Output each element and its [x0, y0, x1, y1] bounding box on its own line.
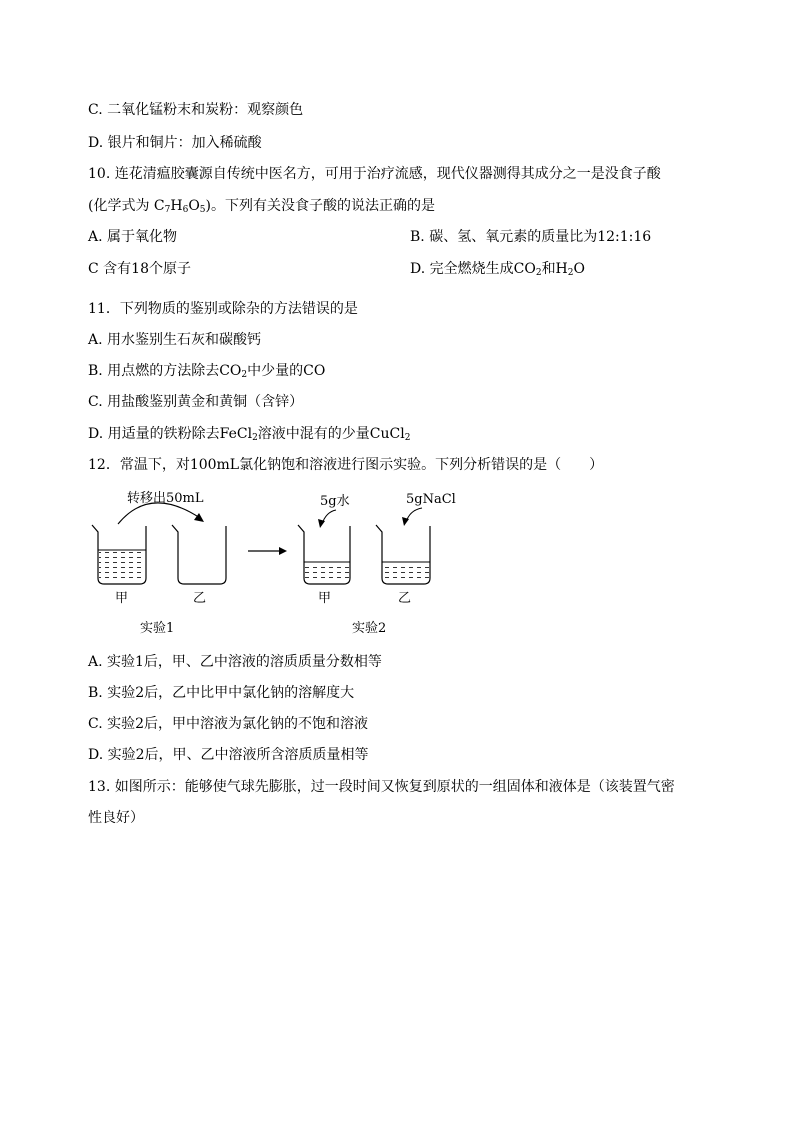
- water-label: 5g水: [320, 494, 350, 509]
- q12-option-a: A. 实验1后，甲、乙中溶液的溶质质量分数相等: [88, 654, 382, 670]
- experiment-1-label: 实验1: [140, 621, 175, 636]
- experiment-2-label: 实验2: [352, 621, 387, 636]
- beaker-jia-exp2: [298, 510, 350, 584]
- beaker-jia-exp1: [92, 525, 146, 584]
- q9-option-c: C. 二氧化锰粉末和炭粉：观察颜色: [88, 102, 304, 118]
- q13-stem-line1: 13. 如图所示：能够使气球先膨胀，过一段时间又恢复到原状的一组固体和液体是（该装置气密: [88, 779, 675, 795]
- beaker-yi-exp1: [172, 525, 226, 584]
- transfer-arrow: [118, 503, 204, 524]
- q9-option-d: D. 银片和铜片：加入稀硫酸: [88, 135, 262, 151]
- q10-option-b: B. 碳、氢、氧元素的质量比为12:1:16: [410, 229, 652, 245]
- label-yi-exp2: 乙: [398, 591, 412, 606]
- q12-option-c: C. 实验2后，甲中溶液为氯化钠的不饱和溶液: [88, 716, 369, 732]
- q10-option-d: D. 完全燃烧生成$CO_2$和$H_2O$: [410, 261, 585, 278]
- q11-option-a: A. 用水鉴别生石灰和碳酸钙: [88, 332, 262, 348]
- q11-stem: 11．下列物质的鉴别或除杂的方法错误的是: [88, 301, 358, 317]
- q11-option-d: D. 用适量的铁粉除去FeCl$_2$溶液中混有的少量CuCl$_2$: [88, 426, 411, 443]
- transfer-label: 转移出50mL: [127, 491, 204, 506]
- nacl-label: 5gNaCl: [406, 492, 456, 507]
- q10-option-c: C 含有18个原子: [88, 261, 191, 277]
- q10-stem-line1: 10. 连花清瘟胶囊源自传统中医名方，可用于治疗流感，现代仪器测得其成分之一是没食子酸: [88, 166, 661, 182]
- process-arrow: [248, 547, 287, 555]
- q10-stem-line2: (化学式为 $C_7H_6O_5$)。下列有关没食子酸的说法正确的是: [88, 198, 435, 215]
- q13-stem-line2: 性良好）: [88, 810, 144, 826]
- label-jia-exp2: 甲: [318, 591, 332, 606]
- q12-stem: 12．常温下，对100mL氯化钠饱和溶液进行图示实验。下列分析错误的是（ ）: [88, 457, 604, 473]
- beaker-yi-exp2: [376, 508, 430, 584]
- label-jia-exp1: 甲: [115, 591, 129, 606]
- q11-option-c: C. 用盐酸鉴别黄金和黄铜（含锌）: [88, 394, 304, 410]
- q12-option-b: B. 实验2后，乙中比甲中氯化钠的溶解度大: [88, 685, 355, 701]
- q12-option-d: D. 实验2后，甲、乙中溶液所含溶质质量相等: [88, 747, 369, 763]
- q11-option-b: B. 用点燃的方法除去$CO_2$中少量的CO: [88, 363, 326, 380]
- label-yi-exp1: 乙: [193, 591, 207, 606]
- q10-option-a: A. 属于氧化物: [88, 229, 178, 245]
